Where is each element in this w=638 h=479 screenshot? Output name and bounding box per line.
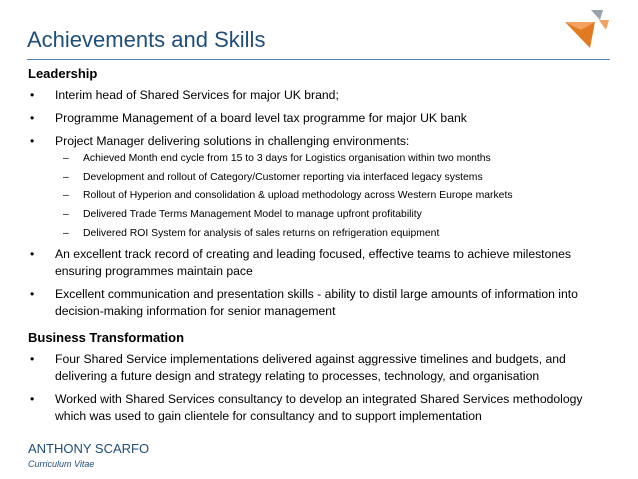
dash-icon: – xyxy=(63,209,69,221)
bullet-icon: • xyxy=(30,111,35,125)
bullet-text: Project Manager delivering solutions in challenging environments: xyxy=(55,134,410,148)
list-item xyxy=(0,391,638,425)
dash-icon: – xyxy=(63,227,69,239)
sub-bullet-text: Rollout of Hyperion and consolidation & upload methodology across Western Europe markets xyxy=(83,190,513,202)
sub-bullet-list xyxy=(0,152,638,240)
bullet-text: Four Shared Service implementations delivered against aggressive timelines and budgets, and delivering a future design and strategy relating to processes, technology, and organisation xyxy=(55,352,566,383)
bullet-icon: • xyxy=(30,247,35,262)
sub-bullet-text: Achieved Month end cycle from 15 to 3 days for Logistics organisation within two months xyxy=(83,153,491,164)
list-item xyxy=(0,110,638,127)
bullet-text: Programme Management of a board level tax programme for major UK bank xyxy=(55,111,467,125)
sub-list-item xyxy=(0,171,638,185)
bullet-icon: • xyxy=(30,88,35,102)
leadership-heading: Leadership xyxy=(28,66,98,81)
bullet-icon: • xyxy=(30,134,35,148)
sub-bullet-text: Delivered Trade Terms Management Model to manage upfront profitability xyxy=(83,209,422,221)
business-transformation-heading: Business Transformation xyxy=(28,330,185,345)
leadership-bullet-list xyxy=(0,87,638,326)
sub-list-item xyxy=(0,208,638,222)
bullet-icon: • xyxy=(30,287,35,302)
list-item xyxy=(0,246,638,280)
list-item xyxy=(0,351,638,385)
logo-small-triangle-top xyxy=(591,10,603,20)
list-item xyxy=(0,133,638,240)
sub-list-item xyxy=(0,152,638,166)
bullet-text: Interim head of Shared Services for major UK brand; xyxy=(55,88,339,102)
footer-author-name: ANTHONY SCARFO xyxy=(28,441,150,456)
bullet-text: Excellent communication and presentation skills - ability to distil large amounts of information into decision-making information for senior management xyxy=(55,287,578,319)
footer-subtitle: Curriculum Vitae xyxy=(28,459,95,469)
bullet-icon: • xyxy=(30,352,35,366)
business-transformation-bullet-list xyxy=(0,351,638,431)
sub-list-item xyxy=(0,227,638,241)
sub-bullet-text: Development and rollout of Category/Customer reporting via interfaced legacy systems xyxy=(83,171,483,183)
dash-icon: – xyxy=(63,153,69,164)
triangle-logo-icon xyxy=(563,8,609,48)
dash-icon: – xyxy=(63,171,69,183)
slide-title: Achievements and Skills xyxy=(27,27,266,52)
bullet-icon: • xyxy=(30,392,35,406)
sub-list-item xyxy=(0,189,638,203)
list-item xyxy=(0,286,638,320)
dash-icon: – xyxy=(63,190,69,202)
bullet-text: An excellent track record of creating and leading focused, effective teams to achieve milestones ensuring programmes maintain pace xyxy=(55,247,571,279)
title-divider xyxy=(27,59,610,60)
list-item xyxy=(0,87,638,104)
sub-bullet-text: Delivered ROI System for analysis of sales returns on refrigeration equipment xyxy=(83,227,440,239)
logo-small-triangle-right xyxy=(599,20,609,30)
bullet-text: Worked with Shared Services consultancy to develop an integrated Shared Services methodology which was used to gain clientele for consultancy and to support implementation xyxy=(55,392,583,423)
